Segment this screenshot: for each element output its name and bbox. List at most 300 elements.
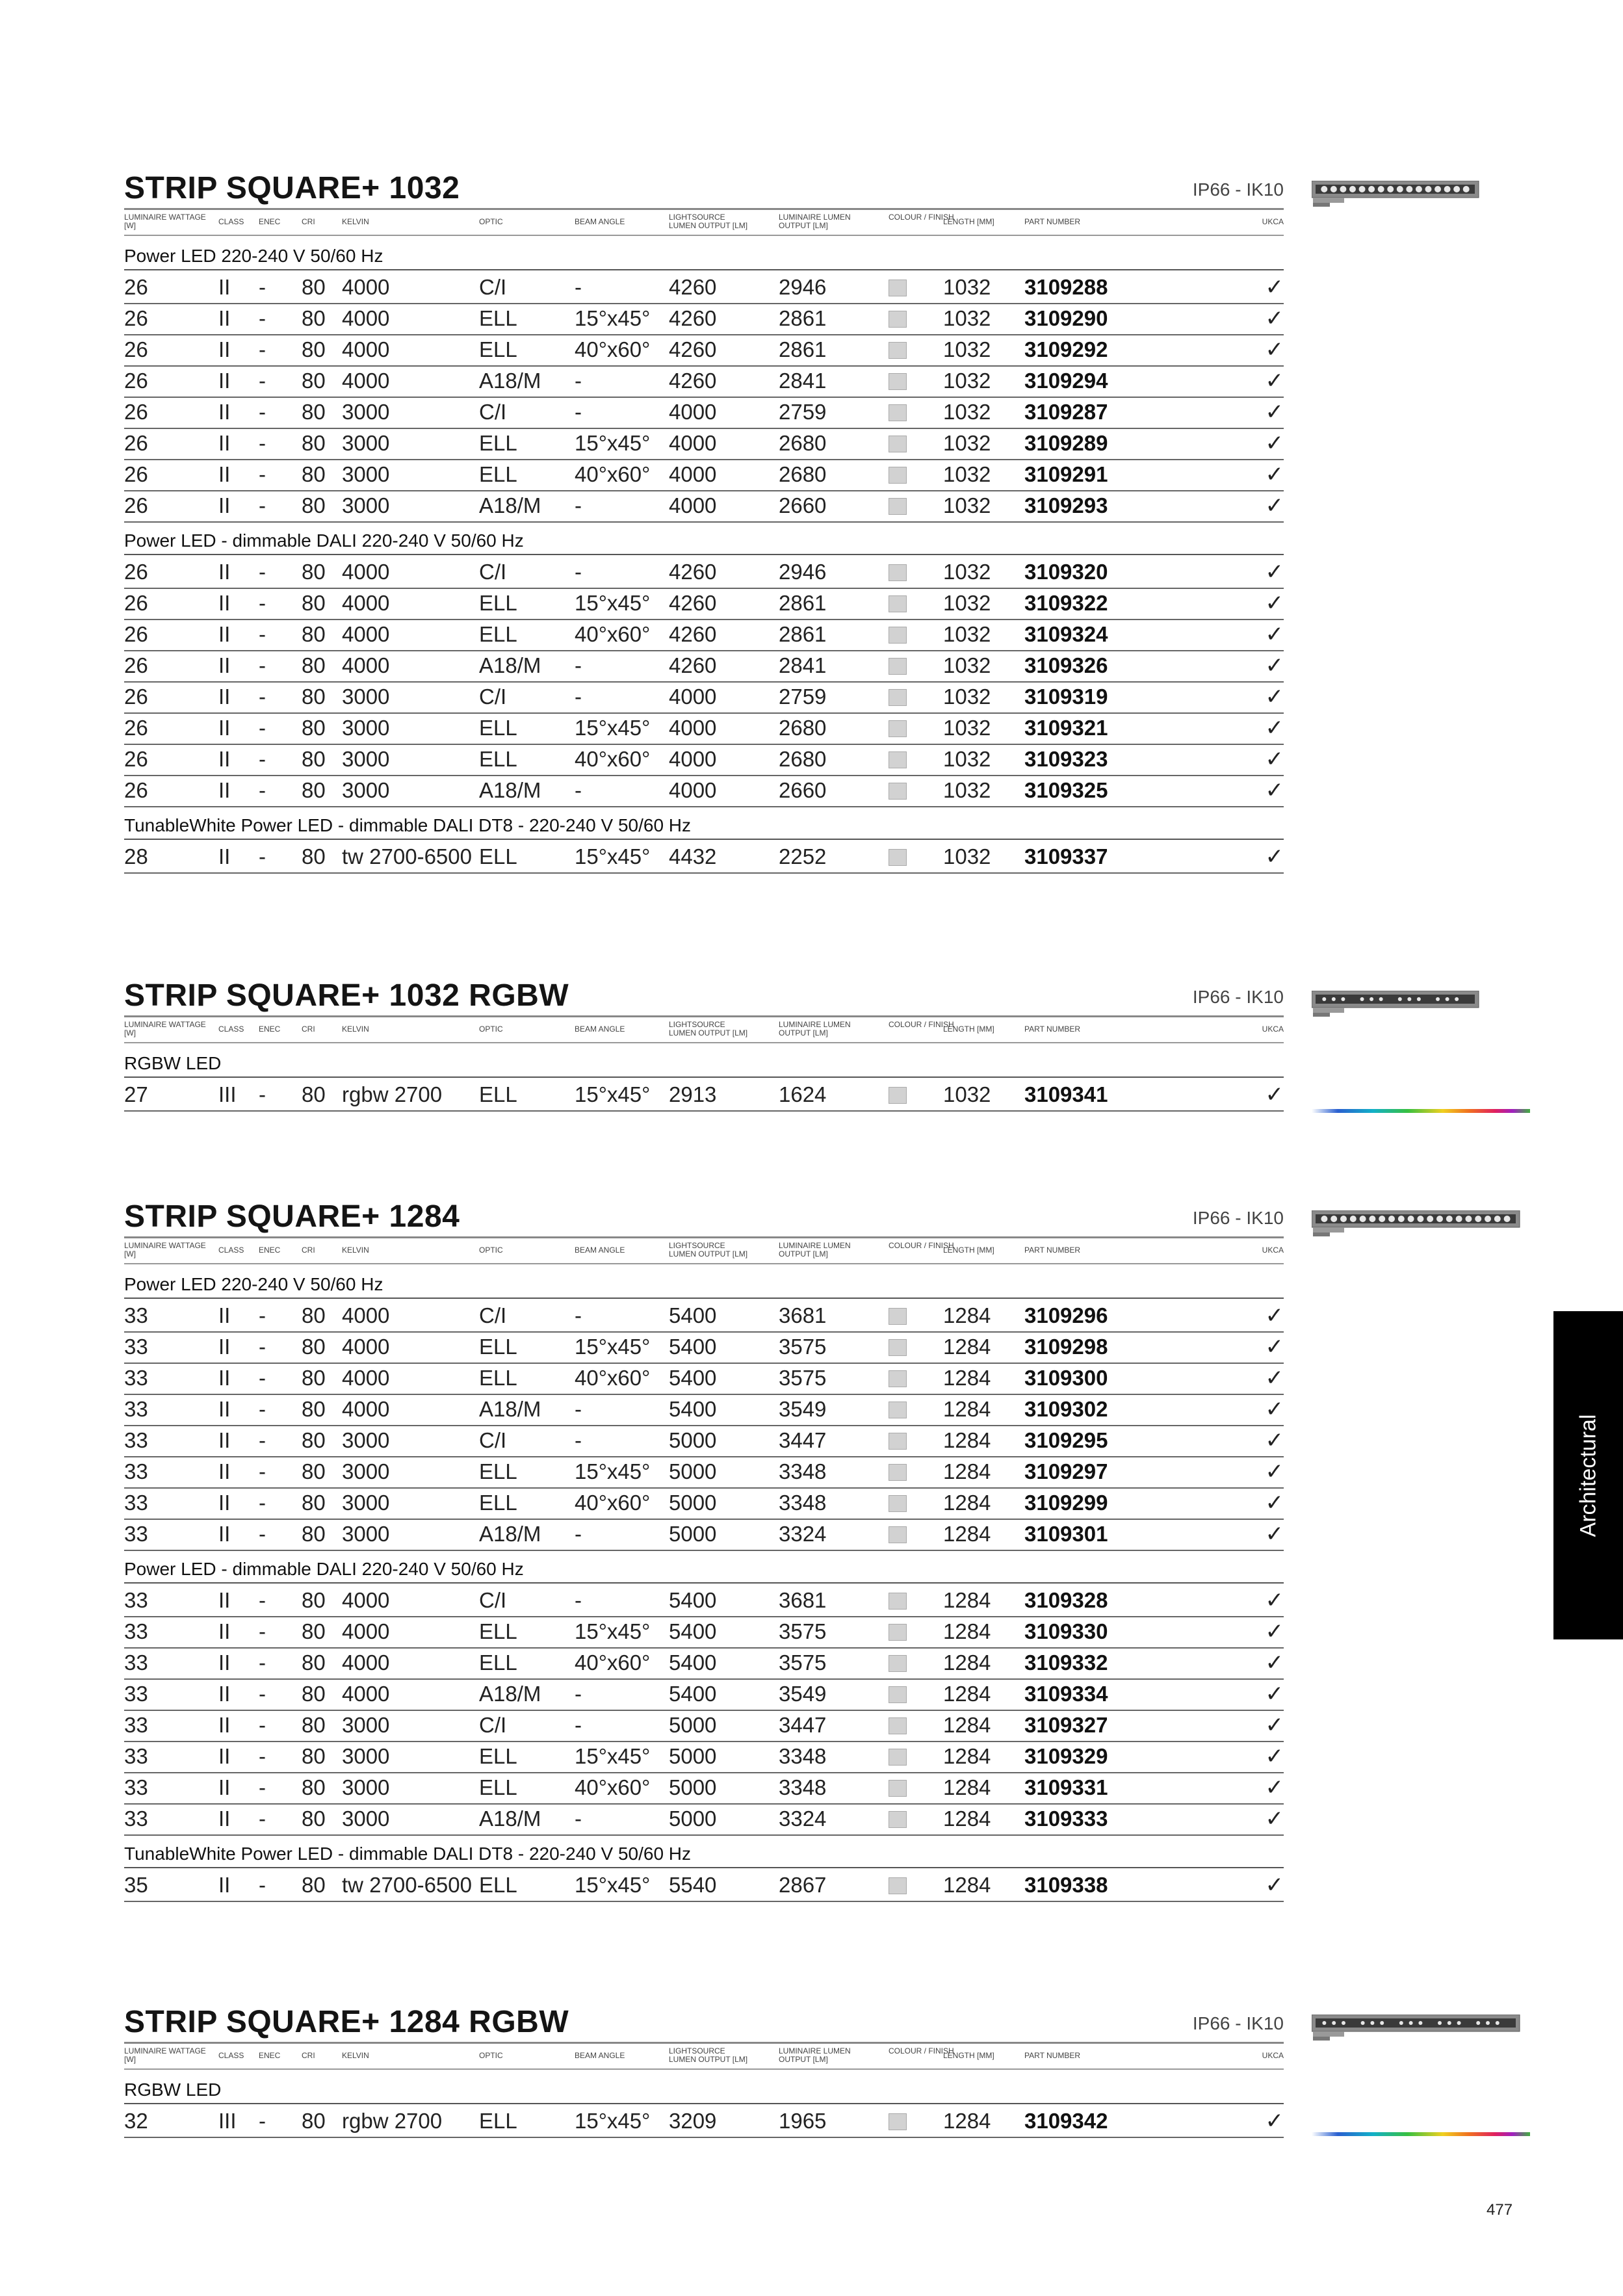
header-length: LENGTH [MM] <box>943 217 994 226</box>
part-number: 3109295 <box>1024 1428 1108 1452</box>
luminaire-lumen: 2759 <box>779 400 827 424</box>
cri: 80 <box>302 1366 326 1390</box>
lightsource-lumen: 5000 <box>669 1775 717 1799</box>
luminaire-lumen: 3681 <box>779 1588 827 1612</box>
group-label: Power LED - dimmable DALI 220-240 V 50/60 Hz <box>124 528 1284 555</box>
beam-angle: - <box>575 1397 582 1421</box>
part-number: 3109297 <box>1024 1459 1108 1483</box>
header-ukca: UKCA <box>1262 2051 1284 2060</box>
header-ls_lumen: LIGHTSOURCE LUMEN OUTPUT [LM] <box>669 2046 748 2064</box>
lightsource-lumen: 4000 <box>669 400 717 424</box>
table-row <box>124 1647 1284 1680</box>
header-kelvin: KELVIN <box>342 217 369 226</box>
colour-swatch <box>889 436 907 452</box>
check-icon: ✓ <box>1265 653 1284 678</box>
beam-angle: 15°x45° <box>575 716 651 740</box>
kelvin: 3000 <box>342 1459 390 1483</box>
beam-angle: - <box>575 1428 582 1452</box>
cri: 80 <box>302 1335 326 1359</box>
length: 1032 <box>943 844 991 868</box>
table-row <box>124 588 1284 620</box>
class: II <box>218 462 231 486</box>
length: 1284 <box>943 1775 991 1799</box>
table-row <box>124 1079 1284 1112</box>
optic: ELL <box>479 1775 517 1799</box>
wattage: 33 <box>124 1619 148 1643</box>
group-label: Power LED 220-240 V 50/60 Hz <box>124 1272 1284 1299</box>
part-number: 3109288 <box>1024 275 1108 299</box>
table-row <box>124 303 1284 335</box>
enec: - <box>259 622 266 646</box>
length: 1284 <box>943 1397 991 1421</box>
cri: 80 <box>302 1807 326 1831</box>
check-icon: ✓ <box>1265 1744 1284 1769</box>
header-ls_lumen: LIGHTSOURCE LUMEN OUTPUT [LM] <box>669 1241 748 1259</box>
header-kelvin: KELVIN <box>342 1024 369 1034</box>
cri: 80 <box>302 1650 326 1675</box>
length: 1032 <box>943 747 991 771</box>
header-lum_lumen: LUMINAIRE LUMEN OUTPUT [LM] <box>779 1020 851 1037</box>
luminaire-lumen: 2841 <box>779 653 827 677</box>
beam-angle: - <box>575 275 582 299</box>
enec: - <box>259 1459 266 1483</box>
header-enec: ENEC <box>259 1024 281 1034</box>
table-row <box>124 841 1284 874</box>
kelvin: 3000 <box>342 431 390 455</box>
colour-swatch <box>889 849 907 866</box>
header-colour: COLOUR / FINISH <box>889 2046 954 2055</box>
kelvin: 4000 <box>342 560 390 584</box>
header-beam: BEAM ANGLE <box>575 2051 625 2060</box>
enec: - <box>259 1082 266 1106</box>
group-label: Power LED 220-240 V 50/60 Hz <box>124 243 1284 270</box>
table-row <box>124 2106 1284 2138</box>
check-icon: ✓ <box>1265 1807 1284 1831</box>
header-enec: ENEC <box>259 2051 281 2060</box>
luminaire-lumen: 3348 <box>779 1775 827 1799</box>
luminaire-lumen: 2680 <box>779 716 827 740</box>
colour-swatch <box>889 1087 907 1104</box>
part-number: 3109319 <box>1024 685 1108 709</box>
cri: 80 <box>302 1522 326 1546</box>
lightsource-lumen: 4260 <box>669 275 717 299</box>
beam-angle: - <box>575 1713 582 1737</box>
cri: 80 <box>302 747 326 771</box>
length: 1032 <box>943 778 991 802</box>
luminaire-lumen: 2680 <box>779 747 827 771</box>
header-cri: CRI <box>302 217 315 226</box>
luminaire-lumen: 3324 <box>779 1807 827 1831</box>
check-icon: ✓ <box>1265 1428 1284 1453</box>
luminaire-lumen: 3348 <box>779 1459 827 1483</box>
enec: - <box>259 1807 266 1831</box>
header-part: PART NUMBER <box>1024 1246 1081 1255</box>
luminaire-lumen: 3575 <box>779 1335 827 1359</box>
part-number: 3109341 <box>1024 1082 1108 1106</box>
header-class: CLASS <box>218 2051 244 2060</box>
class: III <box>218 2109 237 2133</box>
length: 1032 <box>943 400 991 424</box>
class: II <box>218 844 231 868</box>
cri: 80 <box>302 1082 326 1106</box>
class: II <box>218 591 231 615</box>
header-kelvin: KELVIN <box>342 1246 369 1255</box>
beam-angle: 15°x45° <box>575 1873 651 1897</box>
colour-swatch <box>889 720 907 737</box>
table-row <box>124 428 1284 460</box>
part-number: 3109296 <box>1024 1303 1108 1327</box>
cri: 80 <box>302 716 326 740</box>
beam-angle: 40°x60° <box>575 622 651 646</box>
part-number: 3109337 <box>1024 844 1108 868</box>
header-part: PART NUMBER <box>1024 2051 1081 2060</box>
cri: 80 <box>302 560 326 584</box>
colour-swatch <box>889 783 907 800</box>
enec: - <box>259 1873 266 1897</box>
luminaire-lumen: 3575 <box>779 1619 827 1643</box>
colour-swatch <box>889 311 907 328</box>
lightsource-lumen: 4432 <box>669 844 717 868</box>
class: II <box>218 1335 231 1359</box>
optic: ELL <box>479 1459 517 1483</box>
length: 1284 <box>943 1619 991 1643</box>
luminaire-lumen: 2861 <box>779 591 827 615</box>
class: II <box>218 1682 231 1706</box>
kelvin: 4000 <box>342 1619 390 1643</box>
header-beam: BEAM ANGLE <box>575 1246 625 1255</box>
cri: 80 <box>302 685 326 709</box>
length: 1284 <box>943 1522 991 1546</box>
kelvin: 3000 <box>342 778 390 802</box>
enec: - <box>259 1588 266 1612</box>
luminaire-lumen: 3348 <box>779 1744 827 1768</box>
length: 1284 <box>943 1682 991 1706</box>
lightsource-lumen: 5000 <box>669 1428 717 1452</box>
check-icon: ✓ <box>1265 560 1284 584</box>
part-number: 3109287 <box>1024 400 1108 424</box>
kelvin: 3000 <box>342 1522 390 1546</box>
lightsource-lumen: 5000 <box>669 1459 717 1483</box>
page-number: 477 <box>1487 2201 1513 2219</box>
table-row <box>124 650 1284 683</box>
optic: ELL <box>479 337 517 361</box>
beam-angle: - <box>575 493 582 517</box>
header-optic: OPTIC <box>479 1246 503 1255</box>
colour-swatch <box>889 627 907 644</box>
enec: - <box>259 462 266 486</box>
optic: ELL <box>479 1744 517 1768</box>
cri: 80 <box>302 778 326 802</box>
optic: C/I <box>479 400 507 424</box>
table-row <box>124 272 1284 304</box>
check-icon: ✓ <box>1265 337 1284 362</box>
beam-angle: - <box>575 1807 582 1831</box>
length: 1284 <box>943 1491 991 1515</box>
length: 1032 <box>943 560 991 584</box>
kelvin: 4000 <box>342 1397 390 1421</box>
class: II <box>218 275 231 299</box>
class: II <box>218 685 231 709</box>
colour-swatch <box>889 751 907 768</box>
part-number: 3109334 <box>1024 1682 1108 1706</box>
kelvin: rgbw 2700 <box>342 1082 443 1106</box>
header-enec: ENEC <box>259 217 281 226</box>
colour-swatch <box>889 2113 907 2130</box>
beam-angle: - <box>575 369 582 393</box>
header-class: CLASS <box>218 217 244 226</box>
lightsource-lumen: 5000 <box>669 1713 717 1737</box>
class: II <box>218 653 231 677</box>
product-image <box>1312 2015 1527 2044</box>
enec: - <box>259 685 266 709</box>
check-icon: ✓ <box>1265 462 1284 487</box>
wattage: 33 <box>124 1522 148 1546</box>
wattage: 33 <box>124 1682 148 1706</box>
luminaire-lumen: 1624 <box>779 1082 827 1106</box>
class: II <box>218 1744 231 1768</box>
class: II <box>218 431 231 455</box>
header-wattage: LUMINAIRE WATTAGE [W] <box>124 213 206 230</box>
part-number: 3109323 <box>1024 747 1108 771</box>
cri: 80 <box>302 1428 326 1452</box>
luminaire-lumen: 2660 <box>779 493 827 517</box>
optic: ELL <box>479 1619 517 1643</box>
section-title: STRIP SQUARE+ 1284 RGBW <box>124 2005 569 2039</box>
lightsource-lumen: 5400 <box>669 1397 717 1421</box>
beam-angle: - <box>575 560 582 584</box>
check-icon: ✓ <box>1265 1682 1284 1706</box>
luminaire-lumen: 3681 <box>779 1303 827 1327</box>
header-cri: CRI <box>302 2051 315 2060</box>
beam-angle: - <box>575 1522 582 1546</box>
enec: - <box>259 844 266 868</box>
wattage: 26 <box>124 653 148 677</box>
optic: ELL <box>479 591 517 615</box>
colour-swatch <box>889 1593 907 1610</box>
part-number: 3109294 <box>1024 369 1108 393</box>
header-cri: CRI <box>302 1246 315 1255</box>
part-number: 3109329 <box>1024 1744 1108 1768</box>
part-number: 3109299 <box>1024 1491 1108 1515</box>
luminaire-lumen: 2861 <box>779 337 827 361</box>
product-image <box>1312 991 1487 1021</box>
wattage: 26 <box>124 337 148 361</box>
class: II <box>218 1522 231 1546</box>
enec: - <box>259 1303 266 1327</box>
enec: - <box>259 778 266 802</box>
wattage: 26 <box>124 400 148 424</box>
section-tab-label: Architectural <box>1576 1414 1600 1537</box>
header-enec: ENEC <box>259 1246 281 1255</box>
cri: 80 <box>302 431 326 455</box>
luminaire-lumen: 3324 <box>779 1522 827 1546</box>
part-number: 3109301 <box>1024 1522 1108 1546</box>
part-number: 3109342 <box>1024 2109 1108 2133</box>
beam-angle: 15°x45° <box>575 844 651 868</box>
wattage: 26 <box>124 431 148 455</box>
rgb-colour-spectrum <box>1312 2132 1530 2136</box>
part-number: 3109289 <box>1024 431 1108 455</box>
kelvin: 3000 <box>342 747 390 771</box>
length: 1284 <box>943 1428 991 1452</box>
header-class: CLASS <box>218 1246 244 1255</box>
table-row <box>124 397 1284 429</box>
cri: 80 <box>302 2109 326 2133</box>
check-icon: ✓ <box>1265 1491 1284 1515</box>
class: II <box>218 306 231 330</box>
lightsource-lumen: 5400 <box>669 1650 717 1675</box>
optic: C/I <box>479 1303 507 1327</box>
optic: ELL <box>479 747 517 771</box>
beam-angle: 15°x45° <box>575 1619 651 1643</box>
enec: - <box>259 560 266 584</box>
beam-angle: - <box>575 1682 582 1706</box>
wattage: 33 <box>124 1491 148 1515</box>
enec: - <box>259 747 266 771</box>
colour-swatch <box>889 1402 907 1418</box>
colour-swatch <box>889 1717 907 1734</box>
cri: 80 <box>302 1303 326 1327</box>
luminaire-lumen: 2759 <box>779 685 827 709</box>
colour-swatch <box>889 404 907 421</box>
lightsource-lumen: 4000 <box>669 462 717 486</box>
part-number: 3109338 <box>1024 1873 1108 1897</box>
lightsource-lumen: 5400 <box>669 1682 717 1706</box>
header-ukca: UKCA <box>1262 1024 1284 1034</box>
length: 1032 <box>943 685 991 709</box>
lightsource-lumen: 5000 <box>669 1522 717 1546</box>
wattage: 26 <box>124 493 148 517</box>
kelvin: tw 2700-6500 <box>342 1873 472 1897</box>
header-ukca: UKCA <box>1262 217 1284 226</box>
cri: 80 <box>302 591 326 615</box>
kelvin: 4000 <box>342 369 390 393</box>
lightsource-lumen: 4260 <box>669 591 717 615</box>
length: 1284 <box>943 1713 991 1737</box>
header-optic: OPTIC <box>479 2051 503 2060</box>
lightsource-lumen: 4260 <box>669 337 717 361</box>
luminaire-lumen: 3549 <box>779 1397 827 1421</box>
lightsource-lumen: 5540 <box>669 1873 717 1897</box>
luminaire-lumen: 3575 <box>779 1366 827 1390</box>
enec: - <box>259 1366 266 1390</box>
colour-swatch <box>889 1370 907 1387</box>
table-row <box>124 1678 1284 1711</box>
optic: ELL <box>479 462 517 486</box>
lightsource-lumen: 5000 <box>669 1491 717 1515</box>
colour-swatch <box>889 1339 907 1356</box>
optic: ELL <box>479 1335 517 1359</box>
part-number: 3109324 <box>1024 622 1108 646</box>
optic: A18/M <box>479 1397 541 1421</box>
lightsource-lumen: 5400 <box>669 1619 717 1643</box>
lightsource-lumen: 5400 <box>669 1588 717 1612</box>
kelvin: 3000 <box>342 1775 390 1799</box>
luminaire-lumen: 2660 <box>779 778 827 802</box>
kelvin: 3000 <box>342 1807 390 1831</box>
header-beam: BEAM ANGLE <box>575 217 625 226</box>
kelvin: 3000 <box>342 493 390 517</box>
colour-swatch <box>889 467 907 484</box>
lightsource-lumen: 4260 <box>669 306 717 330</box>
lightsource-lumen: 4000 <box>669 685 717 709</box>
lightsource-lumen: 4000 <box>669 431 717 455</box>
check-icon: ✓ <box>1265 622 1284 647</box>
group-label: TunableWhite Power LED - dimmable DALI DT8 - 220-240 V 50/60 Hz <box>124 813 1284 840</box>
colour-swatch <box>889 1308 907 1325</box>
colour-swatch <box>889 689 907 706</box>
table-row <box>124 1710 1284 1742</box>
check-icon: ✓ <box>1265 493 1284 518</box>
kelvin: 4000 <box>342 1335 390 1359</box>
wattage: 26 <box>124 778 148 802</box>
header-length: LENGTH [MM] <box>943 1246 994 1255</box>
lightsource-lumen: 5000 <box>669 1807 717 1831</box>
section-title: STRIP SQUARE+ 1032 <box>124 171 460 205</box>
beam-angle: 15°x45° <box>575 431 651 455</box>
lightsource-lumen: 4000 <box>669 747 717 771</box>
enec: - <box>259 431 266 455</box>
check-icon: ✓ <box>1265 1335 1284 1359</box>
protection-rating: IP66 - IK10 <box>1192 179 1284 200</box>
optic: A18/M <box>479 493 541 517</box>
optic: ELL <box>479 1491 517 1515</box>
beam-angle: - <box>575 1303 582 1327</box>
kelvin: 4000 <box>342 622 390 646</box>
beam-angle: 40°x60° <box>575 1491 651 1515</box>
table-row <box>124 1394 1284 1426</box>
wattage: 26 <box>124 462 148 486</box>
enec: - <box>259 653 266 677</box>
optic: ELL <box>479 431 517 455</box>
colour-swatch <box>889 658 907 675</box>
optic: C/I <box>479 1713 507 1737</box>
kelvin: 4000 <box>342 1366 390 1390</box>
check-icon: ✓ <box>1265 1873 1284 1898</box>
class: II <box>218 1807 231 1831</box>
cri: 80 <box>302 337 326 361</box>
wattage: 26 <box>124 685 148 709</box>
optic: C/I <box>479 275 507 299</box>
table-header <box>124 1236 1284 1264</box>
group-label: TunableWhite Power LED - dimmable DALI DT8 - 220-240 V 50/60 Hz <box>124 1841 1284 1868</box>
check-icon: ✓ <box>1265 1650 1284 1675</box>
check-icon: ✓ <box>1265 1303 1284 1328</box>
class: II <box>218 1491 231 1515</box>
enec: - <box>259 1428 266 1452</box>
header-colour: COLOUR / FINISH <box>889 1020 954 1029</box>
optic: A18/M <box>479 653 541 677</box>
length: 1032 <box>943 431 991 455</box>
enec: - <box>259 1682 266 1706</box>
lightsource-lumen: 5400 <box>669 1366 717 1390</box>
cri: 80 <box>302 1397 326 1421</box>
cri: 80 <box>302 462 326 486</box>
optic: A18/M <box>479 1682 541 1706</box>
check-icon: ✓ <box>1265 369 1284 393</box>
luminaire-lumen: 3447 <box>779 1428 827 1452</box>
cri: 80 <box>302 493 326 517</box>
length: 1032 <box>943 622 991 646</box>
cri: 80 <box>302 653 326 677</box>
lightsource-lumen: 2913 <box>669 1082 717 1106</box>
class: II <box>218 716 231 740</box>
colour-swatch <box>889 1526 907 1543</box>
lightsource-lumen: 4260 <box>669 622 717 646</box>
check-icon: ✓ <box>1265 1397 1284 1422</box>
lightsource-lumen: 5400 <box>669 1335 717 1359</box>
wattage: 27 <box>124 1082 148 1106</box>
